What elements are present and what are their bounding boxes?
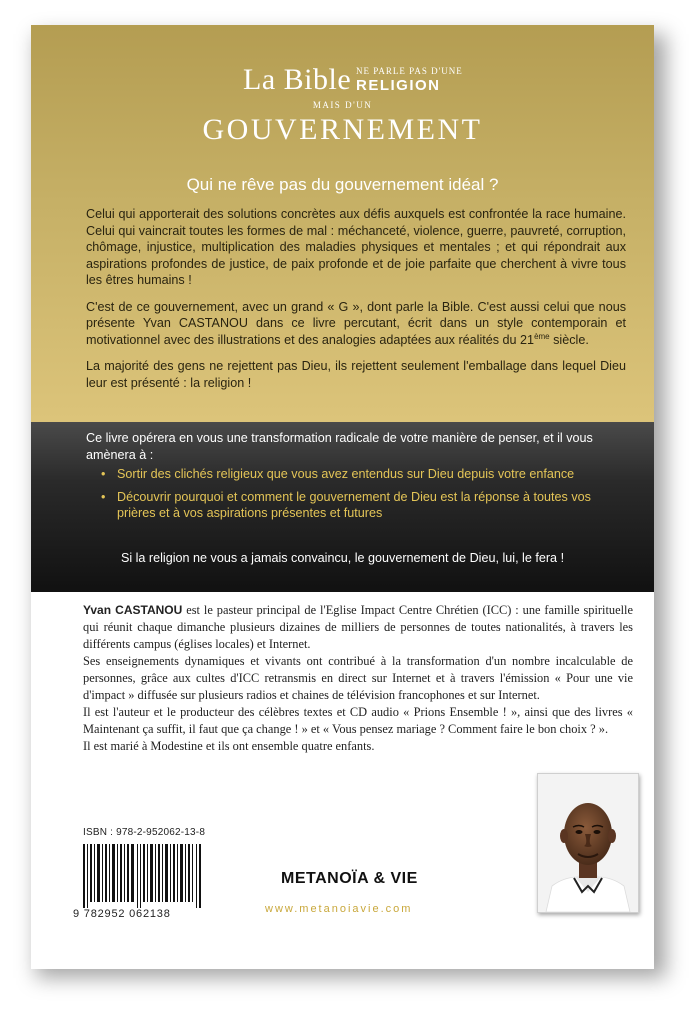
- title-gouvernement: GOUVERNEMENT: [202, 113, 483, 146]
- gold-paragraph-1: Celui qui apporterait des solutions concrètes aux défis auxquels est confrontée la race humaine. Celui qui vaincrait toutes les formes de mal : méchanceté, violence, guerre, pauvreté, corruption, chômage, injustice, multiplication des maladies physiques et mentales ; et qui répondrait aux aspirations profondes de justice, de paix profonde et de joie parfaite que cherchent à vivre tous les êtres humains !: [86, 207, 626, 287]
- isbn-label: ISBN : 978-2-952062-13-8: [83, 827, 206, 838]
- gold-paragraph-2-sup: ème: [534, 331, 550, 341]
- title-la-bible: La Bible: [243, 63, 352, 96]
- title-ne-parle: NE PARLE PAS D'UNE: [356, 66, 463, 76]
- list-item-text: Découvrir pourquoi et comment le gouvernement de Dieu est la réponse à toutes vos prières et à vos aspirations présentes et futures: [117, 489, 591, 520]
- list-item: [101, 489, 631, 522]
- website-url: www.metanoiavie.com: [265, 903, 413, 915]
- barcode-digits: 9 782952 062138: [73, 908, 171, 920]
- dark-intro: Ce livre opérera en vous une transformation radicale de votre manière de penser, et il vous amènera à :: [86, 431, 593, 462]
- dark-section: [31, 422, 654, 592]
- author-photo: [537, 773, 639, 913]
- gold-paragraph-3: La majorité des gens ne rejettent pas Dieu, ils rejettent seulement l'emballage dans lequel Dieu leur est présenté : la religion !: [86, 359, 626, 390]
- title-mais: MAIS D'UN: [312, 100, 373, 110]
- bullet-icon: •: [101, 489, 106, 504]
- author-bio: [83, 602, 633, 755]
- bio-paragraph-2: Ses enseignements dynamiques et vivants ont contribué à la transformation d'un nombre incalculable de personnes, grâce aux cultes d'ICC retransmis en direct sur Internet et à travers l'émission « Pour une vie d'impact » diffusée sur plusieurs radios et chaines de télévision francophones et sur Internet.: [83, 654, 633, 702]
- gold-section: [31, 25, 654, 422]
- bio-paragraph-3: Il est l'auteur et le producteur des célèbres textes et CD audio « Prions Ensemble ! », ainsi que des livres « Maintenant ça suffit, il faut que ça change ! » et « Vous pensez mariage ? Comment faire le bon choix ? ».: [83, 705, 633, 736]
- bio-paragraph-1-rest: est le pasteur principal de l'Eglise Impact Centre Chrétien (ICC) : une famille spirituelle qui réunit chaque dimanche plusieurs dizaines de milliers de personnes de toutes nationalités, à travers les différents campus (églises locales) et Internet.: [83, 603, 633, 651]
- gold-paragraph-2: [86, 299, 626, 349]
- gold-paragraph-2-main: C'est de ce gouvernement, avec un grand « G », dont parle la Bible. C'est aussi celui que nous présente Yvan CASTANOU dans ce livre percutant, écrit dans un style contemporain et motivationnel avec des illustrations et des analogies adaptées aux réalités du 21: [86, 299, 626, 347]
- title-religion: RELIGION: [356, 77, 441, 94]
- list-item-text: Sortir des clichés religieux que vous avez entendus sur Dieu depuis votre enfance: [117, 467, 575, 481]
- gold-body-text: [86, 206, 626, 401]
- barcode-icon: [83, 844, 201, 908]
- book-back-cover: [31, 25, 654, 969]
- benefit-list: [101, 466, 631, 528]
- list-item: [101, 466, 631, 483]
- tagline-question: Qui ne rêve pas du gouvernement idéal ?: [186, 175, 499, 194]
- bio-paragraph-4: Il est marié à Modestine et ils ont ensemble quatre enfants.: [83, 739, 375, 753]
- bullet-icon: •: [101, 467, 106, 481]
- gold-paragraph-2-end: siècle.: [549, 332, 589, 347]
- bio-paragraph-1: [83, 602, 633, 653]
- publisher-name: METANOÏA & VIE: [281, 870, 418, 887]
- dark-outro: Si la religion ne vous a jamais convaincu, le gouvernement de Dieu, lui, le fera !: [120, 551, 565, 565]
- author-name: Yvan CASTANOU: [83, 603, 183, 617]
